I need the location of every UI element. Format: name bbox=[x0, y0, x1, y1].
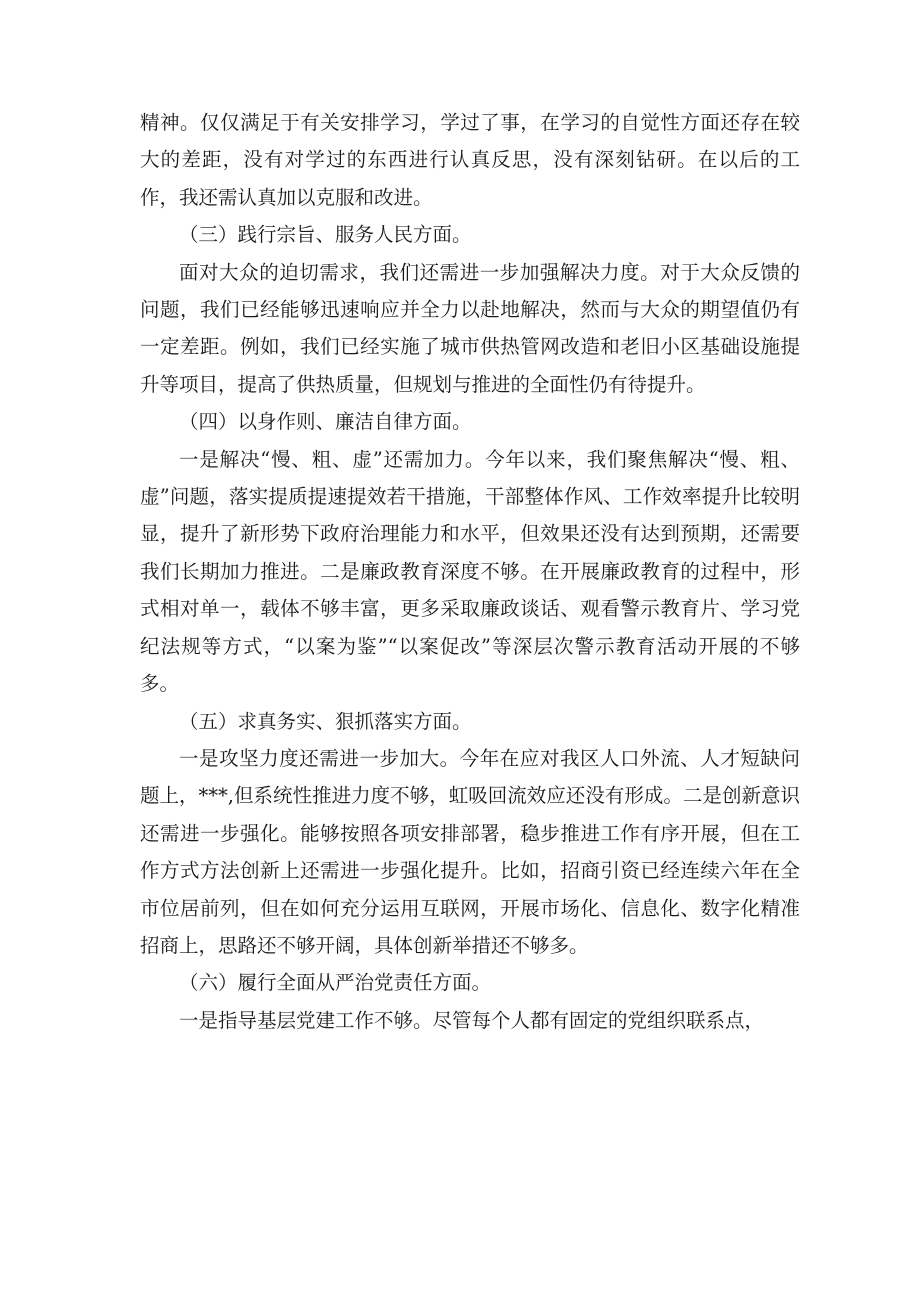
paragraph-serve-people: 面对大众的迫切需求，我们还需进一步加强解决力度。对于大众反馈的问题，我们已经能够迅速响应并全力以赴地解决，然而与大众的期望值仍有一定差距。例如，我们已经实施了城市供热管网改造和老旧小区基础设施提升等项目，提高了供热质量，但规划与推进的全面性仍有待提升。 bbox=[140, 260, 800, 396]
paragraph-party-building: 一是指导基层党建工作不够。尽管每个人都有固定的党组织联系点， bbox=[179, 1008, 765, 1032]
paragraph-implementation: 一是攻坚力度还需进一步加大。今年在应对我区人口外流、人才短缺问题上，***,但系统性推进力度不够，虹吸回流效应还没有形成。二是创新意识还需进一步强化。能够按照各项安排部署，稳步推进工作有序开展，但在工作方式方法创新上还需进一步强化提升。比如，招商引资已经连续六年在全市位居前列，但在如何充分运用互联网，开展市场化、信息化、数字化精准招商上，思路还不够开阔，具体创新举措还不够多。 bbox=[140, 746, 800, 957]
section-heading-6: （六）履行全面从严治党责任方面。 bbox=[179, 971, 492, 995]
paragraph-study-spirit: 精神。仅仅满足于有关安排学习，学过了事，在学习的自觉性方面还存在较大的差距，没有对学过的东西进行认真反思，没有深刻钻研。在以后的工作，我还需认真加以克服和改进。 bbox=[140, 111, 800, 209]
section-heading-4: （四）以身作则、廉洁自律方面。 bbox=[179, 410, 472, 434]
document-body bbox=[140, 104, 800, 1039]
section-heading-5: （五）求真务实、狠抓落实方面。 bbox=[179, 709, 472, 733]
paragraph-integrity: 一是解决“慢、粗、虚”还需加力。今年以来，我们聚焦解决“慢、粗、虚”问题，落实提质提速提效若干措施，干部整体作风、工作效率提升比较明显，提升了新形势下政府治理能力和水平，但效果还没有达到预期，还需要我们长期加力推进。二是廉政教育深度不够。在开展廉政教育的过程中，形式相对单一，载体不够丰富，更多采取廉政谈话、观看警示教育片、学习党纪法规等方式，“以案为鉴”“以案促改”等深层次警示教育活动开展的不够多。 bbox=[140, 447, 800, 696]
section-heading-3: （三）践行宗旨、服务人民方面。 bbox=[179, 223, 472, 247]
